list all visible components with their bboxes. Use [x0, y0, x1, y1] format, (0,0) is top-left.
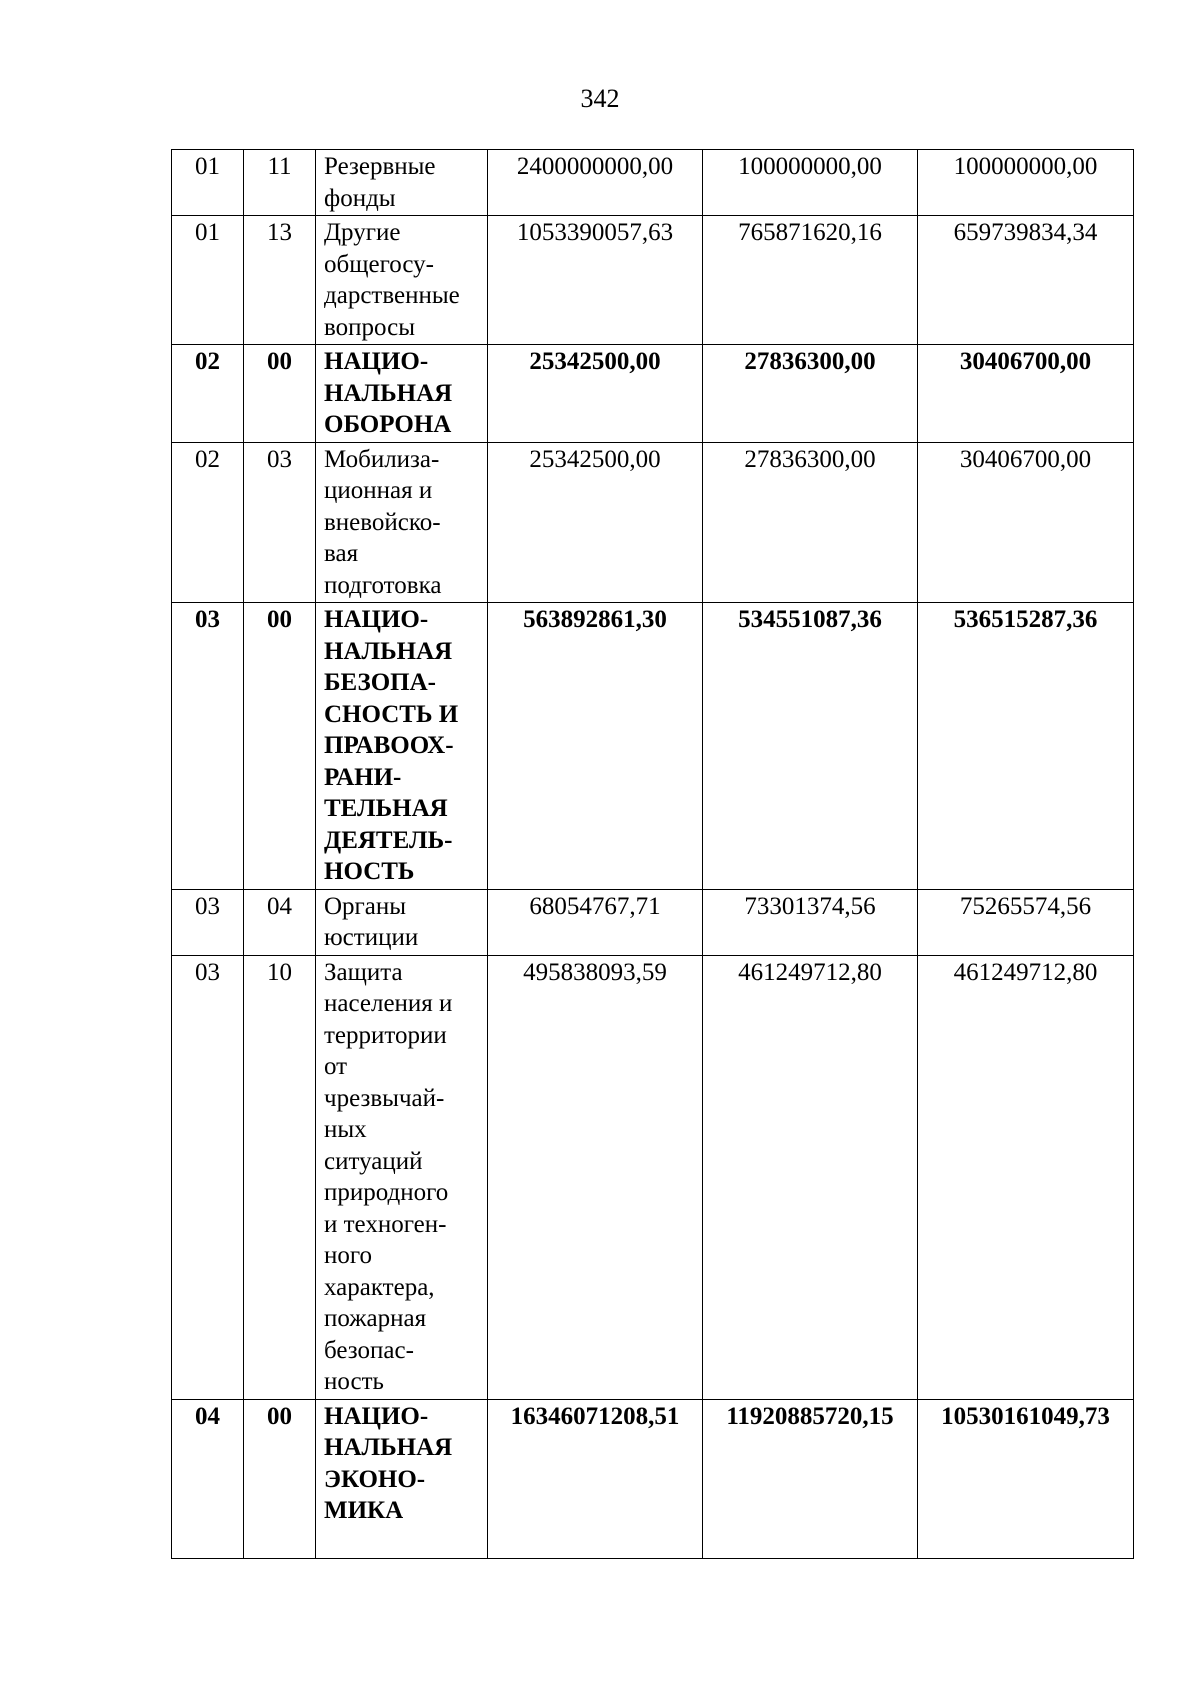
amount-year1-cell: 495838093,59 [488, 955, 703, 1399]
item-name-line: НАЦИО- [324, 1402, 429, 1430]
item-name-cell [316, 216, 488, 345]
section-code-cell: 03 [172, 603, 244, 890]
amount-year1-cell: 1053390057,63 [488, 216, 703, 345]
item-name-line: территории [324, 1021, 447, 1049]
subsection-code-cell: 00 [244, 1399, 316, 1558]
item-name-line: Защита [324, 958, 403, 986]
amount-year3-cell: 100000000,00 [918, 150, 1134, 216]
section-code-cell: 04 [172, 1399, 244, 1558]
table-row [172, 150, 1134, 216]
amount-year2-cell: 765871620,16 [703, 216, 918, 345]
amount-year2-cell: 73301374,56 [703, 889, 918, 955]
subsection-code-cell: 00 [244, 603, 316, 890]
section-code-cell: 02 [172, 442, 244, 603]
item-name-cell [316, 442, 488, 603]
amount-year3-cell: 536515287,36 [918, 603, 1134, 890]
item-name-line: НОСТЬ [324, 858, 415, 885]
table-row [172, 442, 1134, 603]
amount-year2-cell: 100000000,00 [703, 150, 918, 216]
item-name-line: вая [324, 540, 359, 567]
item-name-line: Мобилиза- [324, 445, 440, 473]
amount-year1-cell: 25342500,00 [488, 442, 703, 603]
subsection-code-cell: 03 [244, 442, 316, 603]
item-name-line: пожарная [324, 1305, 427, 1332]
item-name-line: ОБОРОНА [324, 411, 452, 438]
amount-year1-cell: 16346071208,51 [488, 1399, 703, 1558]
item-name-line: БЕЗОПА- [324, 669, 436, 696]
item-name-line: Органы [324, 892, 407, 920]
item-name-line: вневойско- [324, 508, 441, 536]
item-name-line: юстиции [324, 924, 419, 951]
table-row [172, 603, 1134, 890]
item-name-line: Другие [324, 219, 401, 246]
item-name-line: чрезвычай- [324, 1084, 445, 1112]
item-name-line: Резервные [324, 153, 436, 180]
item-name-line: дарственные [324, 282, 460, 309]
amount-year2-cell: 11920885720,15 [703, 1399, 918, 1558]
amount-year2-cell: 534551087,36 [703, 603, 918, 890]
item-name-cell [316, 955, 488, 1399]
item-name-line: НАЛЬНАЯ [324, 637, 453, 665]
subsection-code-cell: 00 [244, 345, 316, 443]
item-name-cell [316, 345, 488, 443]
item-name-cell [316, 603, 488, 890]
section-code-cell: 01 [172, 150, 244, 216]
item-name-line: НАЦИО- [324, 348, 429, 375]
item-name-line: фонды [324, 184, 396, 212]
section-code-cell: 01 [172, 216, 244, 345]
amount-year2-cell: 27836300,00 [703, 442, 918, 603]
item-name-cell [316, 889, 488, 955]
table-row [172, 216, 1134, 345]
amount-year3-cell: 659739834,34 [918, 216, 1134, 345]
item-name-line: от [324, 1053, 348, 1080]
section-code-cell: 03 [172, 955, 244, 1399]
amount-year2-cell: 461249712,80 [703, 955, 918, 1399]
item-name-line: РАНИ- [324, 763, 402, 791]
amount-year3-cell: 30406700,00 [918, 442, 1134, 603]
item-name-line: ЭКОНО- [324, 1465, 426, 1493]
item-name-line: ность [324, 1368, 384, 1395]
page-number: 342 [580, 84, 620, 113]
item-name-line: МИКА [324, 1497, 404, 1524]
item-name-line: природного [324, 1179, 449, 1206]
item-name-cell [316, 150, 488, 216]
amount-year2-cell: 27836300,00 [703, 345, 918, 443]
item-name-line: НАЦИО- [324, 606, 429, 633]
subsection-code-cell: 04 [244, 889, 316, 955]
section-code-cell: 02 [172, 345, 244, 443]
item-name-line: подготовка [324, 571, 442, 599]
subsection-code-cell: 11 [244, 150, 316, 216]
item-name-line: общегосу- [324, 250, 434, 278]
amount-year3-cell: 75265574,56 [918, 889, 1134, 955]
item-name-line: и техноген- [324, 1210, 447, 1238]
table-row [172, 345, 1134, 443]
item-name-cell [316, 1399, 488, 1558]
table-row [172, 955, 1134, 1399]
item-name-line: НАЛЬНАЯ [324, 1434, 453, 1461]
amount-year1-cell: 563892861,30 [488, 603, 703, 890]
amount-year3-cell: 30406700,00 [918, 345, 1134, 443]
table-row [172, 889, 1134, 955]
item-name-line: ного [324, 1242, 373, 1269]
amount-year3-cell: 10530161049,73 [918, 1399, 1134, 1558]
item-name-line: СНОСТЬ И [324, 700, 459, 728]
item-name-line: вопросы [324, 313, 416, 341]
item-name-line: ТЕЛЬНАЯ [324, 795, 448, 822]
item-name-line: населения и [324, 990, 453, 1017]
amount-year1-cell: 25342500,00 [488, 345, 703, 443]
amount-year1-cell: 68054767,71 [488, 889, 703, 955]
amount-year1-cell: 2400000000,00 [488, 150, 703, 216]
item-name-line: ПРАВООХ- [324, 732, 454, 759]
item-name-line: ных [324, 1116, 367, 1143]
budget-table [171, 149, 1134, 1559]
subsection-code-cell: 13 [244, 216, 316, 345]
table-row [172, 1399, 1134, 1558]
item-name-line: ционная и [324, 477, 433, 504]
section-code-cell: 03 [172, 889, 244, 955]
amount-year3-cell: 461249712,80 [918, 955, 1134, 1399]
table-body [172, 150, 1134, 1559]
item-name-line: ДЕЯТЕЛЬ- [324, 826, 453, 854]
subsection-code-cell: 10 [244, 955, 316, 1399]
item-name-line: НАЛЬНАЯ [324, 379, 453, 407]
item-name-line: характера, [324, 1273, 435, 1301]
item-name-line: безопас- [324, 1336, 414, 1364]
item-name-line: ситуаций [324, 1147, 423, 1175]
